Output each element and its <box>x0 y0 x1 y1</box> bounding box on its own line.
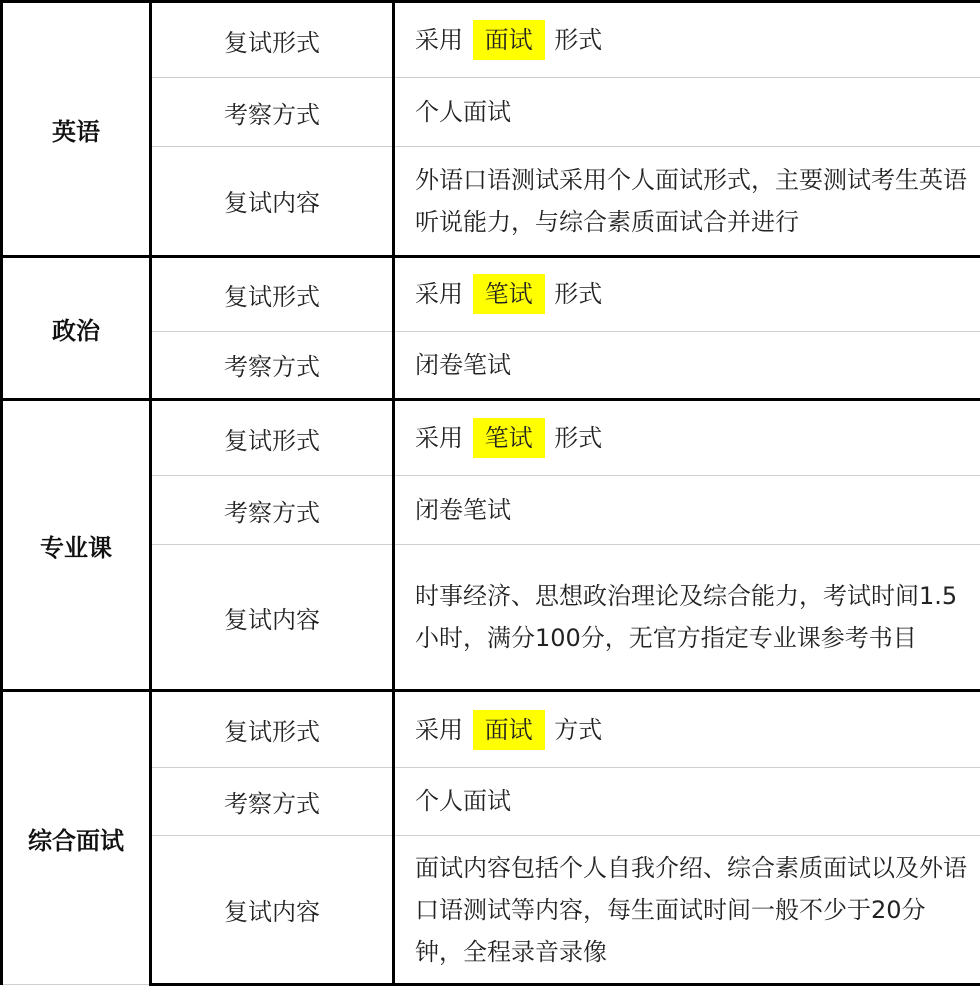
row-label: 考察方式 <box>151 78 394 146</box>
row-value <box>394 2 980 78</box>
value-prefix: 采用 <box>415 280 463 309</box>
highlighted-term: 面试 <box>473 710 545 750</box>
row-value <box>394 257 980 331</box>
row-label: 复试形式 <box>151 257 394 331</box>
row-value: 面试内容包括个人自我介绍、综合素质面试以及外语口语测试等内容，每生面试时间一般不少于20分钟，全程录音录像 <box>394 836 980 985</box>
row-label: 考察方式 <box>151 767 394 835</box>
row-value: 个人面试 <box>394 767 980 835</box>
highlighted-term: 面试 <box>473 20 545 60</box>
row-value: 外语口语测试采用个人面试形式，主要测试考生英语听说能力，与综合素质面试合并进行 <box>394 146 980 257</box>
row-label: 复试形式 <box>151 691 394 767</box>
subject-cell-comprehensive-interview: 综合面试 <box>2 691 151 985</box>
value-prefix: 采用 <box>415 26 463 55</box>
row-label: 考察方式 <box>151 476 394 544</box>
row-label: 复试内容 <box>151 544 394 691</box>
row-value: 个人面试 <box>394 78 980 146</box>
row-value: 闭卷笔试 <box>394 331 980 399</box>
row-label: 复试内容 <box>151 146 394 257</box>
value-suffix: 形式 <box>554 424 603 453</box>
subject-cell-politics: 政治 <box>2 257 151 400</box>
row-label: 复试形式 <box>151 399 394 475</box>
row-value <box>394 691 980 767</box>
value-suffix: 方式 <box>554 715 603 744</box>
value-prefix: 采用 <box>415 715 463 744</box>
row-value: 闭卷笔试 <box>394 476 980 544</box>
row-value <box>394 399 980 475</box>
row-label: 复试形式 <box>151 2 394 78</box>
row-value: 时事经济、思想政治理论及综合能力，考试时间1.5小时，满分100分，无官方指定专业课参考书目 <box>394 544 980 691</box>
highlighted-term: 笔试 <box>473 418 545 458</box>
value-suffix: 形式 <box>554 26 603 55</box>
highlighted-term: 笔试 <box>473 274 545 314</box>
subject-cell-english: 英语 <box>2 2 151 257</box>
row-label: 考察方式 <box>151 331 394 399</box>
subject-cell-major-course: 专业课 <box>2 399 151 690</box>
row-label: 复试内容 <box>151 836 394 985</box>
value-prefix: 采用 <box>415 424 463 453</box>
value-suffix: 形式 <box>554 280 603 309</box>
